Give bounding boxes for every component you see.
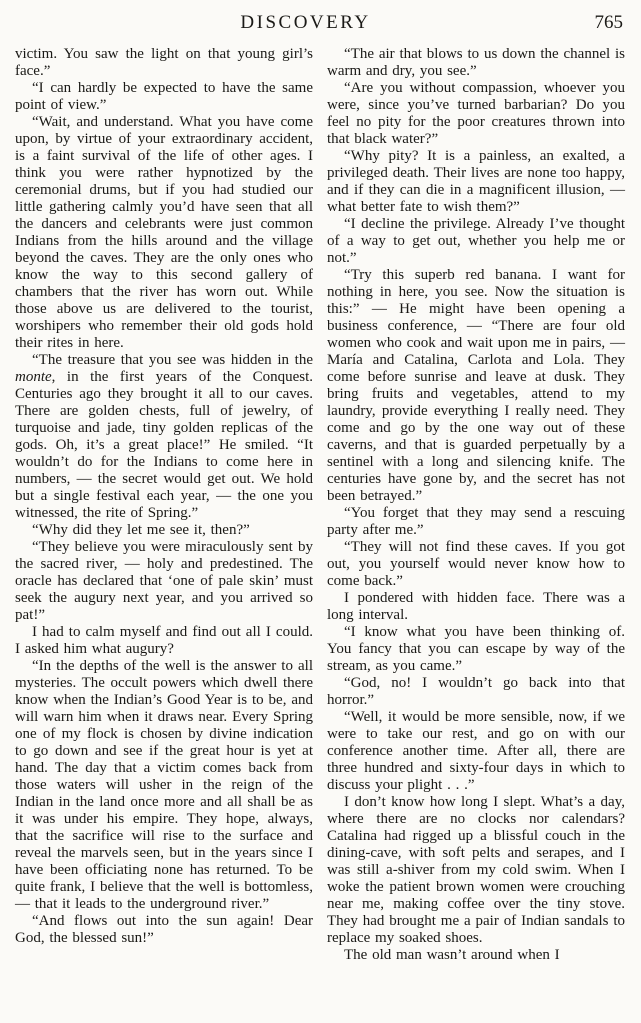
paragraph: “In the depths of the well is the answer to all mysteries. The occult powers which dwell there know when the Indian’s Good Year is to be, and will warn him when it draws near. Every Spring one of my flock is chosen by divine indication to go down and see if the great hour is yet at hand. The day that a victim comes back from those waters will usher in the reign of the Indian in the land once more and all shall be as it was under his empire. They hope, always, that the sacrifice will rise to the surface and reveal the marvels seen, but in the years since I have been officiating none has returned. To be quite frank, I believe that the well is bottomless, — that it leads to the underground river.” — [15, 658, 313, 912]
paragraph: The old man wasn’t around when I — [344, 947, 560, 963]
paragraph: “I know what you have been thinking of. You fancy that you can escape by way of the stream, as you came.” — [327, 624, 625, 674]
paragraph: “The air that blows to us down the channel is warm and dry, you see.” — [327, 46, 625, 79]
paragraph: “Why did they let me see it, then?” — [32, 522, 250, 538]
paragraph: I don’t know how long I slept. What’s a day, where there are no clocks nor calendars? Catalina had rigged up a blissful couch in the dining-cave, with soft pelts and serapes, and I was still a-shiver from my cold swim. When I woke the patient brown women were crouching near me, making coffee over the tiny stove. They had brought me a pair of Indian sandals to replace my soaked shoes. — [327, 794, 625, 946]
paragraph: “They believe you were miraculously sent by the sacred river, — holy and predestined. The oracle has declared that ‘one of pale skin’ must seek the augury next year, and you arrived so pat!” — [15, 539, 313, 623]
paragraph: “The treasure that you see was hidden in the monte, in the first years of the Conquest. Centuries ago they brought it all to our caves. There are golden chests, full of jewelry, of turquoise and jade, tiny golden replicas of the gods. Oh, it’s a great place!” He smiled. “It wouldn’t do for the Indians to come here in numbers, — the secret would get out. We hold but a single festival each year, — the one you witnessed, the rite of Spring.” — [15, 352, 313, 521]
paragraph: “God, no! I wouldn’t go back into that horror.” — [327, 675, 625, 708]
paragraph: victim. You saw the light on that young girl’s face.” — [15, 46, 313, 79]
paragraph: “Why pity? It is a painless, an exalted, a privileged death. Their lives are none too happy, and if they can die in a magnificent illusion, — what better fate to wish them?” — [327, 148, 625, 215]
right-column — [327, 46, 625, 964]
paragraph: “They will not find these caves. If you got out, you yourself would never know how to come back.” — [327, 539, 625, 589]
paragraph: “Try this superb red banana. I want for nothing in here, you see. Now the situation is this:” — He might have been opening a business conference, — “There are four old women who cook and wait upon me in pairs, — María and Catalina, Carlota and Lola. They come before sunrise and leave at dusk. They bring fruits and vegetables, attend to my laundry, provide everything I really need. They come and go by the one way out of these caverns, and that is guarded perpetually by a sentinel with a long and silencing knife. The centuries have gone by, and the secret has not been betrayed.” — [327, 267, 625, 504]
running-head: DISCOVERY — [240, 12, 371, 33]
paragraph: I pondered with hidden face. There was a long interval. — [327, 590, 625, 623]
paragraph: “I decline the privilege. Already I’ve thought of a way to get out, whether you help me or not.” — [327, 216, 625, 266]
paragraph: I had to calm myself and find out all I could. I asked him what augury? — [15, 624, 313, 657]
paragraph: “You forget that they may send a rescuing party after me.” — [327, 505, 625, 538]
page-number: 765 — [594, 12, 623, 33]
page-header — [0, 0, 641, 36]
text-columns — [0, 46, 641, 964]
paragraph: “Well, it would be more sensible, now, if we were to take our rest, and go on with our conference another time. After all, there are three hundred and sixty-four days in which to discuss your plight . . .” — [327, 709, 625, 793]
paragraph: “I can hardly be expected to have the same point of view.” — [15, 80, 313, 113]
paragraph: “And flows out into the sun again! Dear God, the blessed sun!” — [15, 913, 313, 946]
paragraph: “Are you without compassion, whoever you were, since you’ve turned barbarian? Do you feel no pity for the poor creatures thrown into that black water?” — [327, 80, 625, 147]
paragraph: “Wait, and understand. What you have come upon, by virtue of your extraordinary accident, is a faint survival of the life of other ages. I think you were rather hypnotized by the ceremonial drums, but if you had studied our little gathering calmly you’d have seen that all the dancers and celebrants were just common Indians from the hills around and the village beyond the caves. They are the only ones who know the way to this second gallery of chambers that the river has worn out. While those above us are delivered to the tourist, worshipers who remember their old gods hold their rites in here. — [15, 114, 313, 351]
left-column — [15, 46, 313, 964]
